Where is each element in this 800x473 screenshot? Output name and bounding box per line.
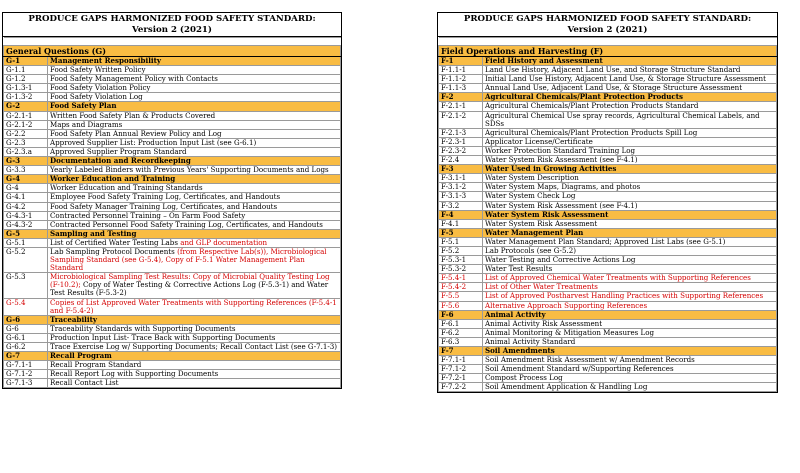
table-row (4, 147, 341, 156)
table-row (4, 370, 341, 379)
row-description: Water System Risk Assessment (see F-4.1) (483, 201, 777, 210)
subsection-row (4, 229, 341, 238)
row-code: G-4.1 (4, 193, 48, 202)
row-code: F-2.1-1 (439, 102, 483, 111)
table-row (439, 365, 777, 374)
row-description: Soil Amendment Application & Handling Log (483, 383, 777, 392)
row-description: Water System Maps, Diagrams, and photos (483, 183, 777, 192)
row-code: F-5.3-1 (439, 256, 483, 265)
table-row (4, 211, 341, 220)
table-row (439, 201, 777, 210)
row-description: Water System Risk Assessment (483, 210, 777, 219)
table-row (439, 319, 777, 328)
panel-title: PRODUCE GAPS HARMONIZED FOOD SAFETY STANDARD: (463, 14, 752, 24)
table-row (4, 333, 341, 342)
table-row (4, 220, 341, 229)
row-description: Water System Description (483, 174, 777, 183)
row-description: Animal Monitoring & Mitigation Measures Log (483, 328, 777, 337)
table-row (439, 183, 777, 192)
description-added-text: Microbiological Sampling Test Results: Copy of Microbial Quality Testing Log (F-10.2); (50, 272, 330, 290)
row-code: G-6 (4, 324, 48, 333)
row-description: Agricultural Chemicals/Plant Protection Products Spill Log (483, 128, 777, 137)
row-description: Water Test Results (483, 265, 777, 274)
row-code: F-2 (439, 93, 483, 102)
row-description: Agricultural Chemical Use spray records, Agricultural Chemical Labels, and SDSs (483, 111, 777, 128)
row-code: G-1 (4, 57, 48, 66)
row-description: Worker Protection Standard Training Log (483, 146, 777, 155)
row-code: G-6 (4, 315, 48, 324)
row-description: Applicator License/Certificate (483, 137, 777, 146)
row-description: Worker Education and Training (48, 175, 341, 184)
row-code: G-4 (4, 184, 48, 193)
table-row (4, 379, 341, 388)
row-code: F-6.1 (439, 319, 483, 328)
row-code: G-5.3 (4, 273, 48, 298)
subsection-row (439, 310, 777, 319)
field-operations-panel (437, 12, 778, 393)
row-code: F-3.1-1 (439, 174, 483, 183)
row-description: Traceability Standards with Supporting Documents (48, 324, 341, 333)
subsection-row (4, 315, 341, 324)
row-description: Food Safety Management Policy with Contacts (48, 75, 341, 84)
table-row (439, 84, 777, 93)
row-description: Copies of List Approved Water Treatments with Supporting References (F-5.4-1 and F-5.4-2) (48, 298, 341, 315)
subsection-row (4, 157, 341, 166)
table-row (4, 84, 341, 93)
row-description: Water System Check Log (483, 192, 777, 201)
row-code: F-4.1 (439, 219, 483, 228)
table-row (439, 301, 777, 310)
row-code: F-7.1-2 (439, 365, 483, 374)
row-description: Animal Activity Standard (483, 337, 777, 346)
panel-version: Version 2 (2021) (132, 25, 212, 35)
row-description: Trace Exercise Log w/ Supporting Documents; Recall Contact List (see G-7.1-3) (48, 343, 341, 352)
row-description: Agricultural Chemicals/Plant Protection Products Standard (483, 102, 777, 111)
row-description: Water Used in Growing Activities (483, 165, 777, 174)
description-text: Copy of Water Testing & Corrective Actions Log (F-5.3-1) and Water Test Results (F-5.3-2) (50, 280, 329, 298)
row-code: F-5.4-2 (439, 283, 483, 292)
row-code: G-6.2 (4, 343, 48, 352)
row-code: F-5 (439, 228, 483, 237)
panel-version: Version 2 (2021) (567, 25, 648, 35)
subsection-row (439, 57, 777, 66)
row-description: Production Input List- Trace Back with Supporting Documents (48, 333, 341, 342)
row-description: Contracted Personnel Training – On Farm Food Safety (48, 211, 341, 220)
table-row (439, 75, 777, 84)
row-description: Recall Program Standard (48, 361, 341, 370)
table-row (439, 146, 777, 155)
general-questions-panel (2, 12, 342, 389)
table-row (4, 138, 341, 147)
row-code: G-4 (4, 175, 48, 184)
table-row (439, 383, 777, 392)
table-row (4, 193, 341, 202)
row-code: G-1.3-1 (4, 84, 48, 93)
row-description: Traceability (48, 315, 341, 324)
table-row (439, 274, 777, 283)
table-row (4, 184, 341, 193)
row-description: Animal Activity Risk Assessment (483, 319, 777, 328)
row-code: G-5.4 (4, 298, 48, 315)
table-row (439, 128, 777, 137)
row-description: Food Safety Written Policy (48, 66, 341, 75)
row-code: G-1.3-2 (4, 93, 48, 102)
row-description: Recall Report Log with Supporting Documents (48, 370, 341, 379)
table-row (4, 343, 341, 352)
table-row (439, 137, 777, 146)
row-description: Annual Land Use, Adjacent Land Use, & Storage Structure Assessment (483, 84, 777, 93)
row-code: G-2.2 (4, 129, 48, 138)
row-code: G-1.1 (4, 66, 48, 75)
row-code: F-1.1-2 (439, 75, 483, 84)
row-code: F-5.1 (439, 237, 483, 246)
row-code: G-1.2 (4, 75, 48, 84)
row-description: List of Approved Chemical Water Treatments with Supporting References (483, 274, 777, 283)
row-code: F-1 (439, 57, 483, 66)
row-code: F-7.2-1 (439, 374, 483, 383)
row-description: Water Management Plan (483, 228, 777, 237)
table-row (439, 256, 777, 265)
table-row (439, 156, 777, 165)
row-description (48, 273, 341, 298)
table-row (439, 246, 777, 255)
table-row (439, 337, 777, 346)
row-description: Food Safety Plan (48, 102, 341, 111)
row-description: Approved Supplier List: Production Input List (see G-6.1) (48, 138, 341, 147)
table-row (439, 292, 777, 301)
table-row (4, 166, 341, 175)
row-description: List of Other Water Treatments (483, 283, 777, 292)
row-code: G-5.1 (4, 238, 48, 247)
table-row (4, 66, 341, 75)
row-code: G-7 (4, 352, 48, 361)
table-row (4, 111, 341, 120)
row-description: Approved Supplier Program Standard (48, 147, 341, 156)
row-description: Soil Amendment Risk Assessment w/ Amendment Records (483, 356, 777, 365)
row-code: F-5.5 (439, 292, 483, 301)
row-description: Lab Protocols (see G-5.2) (483, 246, 777, 255)
table-row (439, 192, 777, 201)
row-description: Written Food Safety Plan & Products Covered (48, 111, 341, 120)
row-code: F-2.1-2 (439, 111, 483, 128)
row-description: Worker Education and Training Standards (48, 184, 341, 193)
row-description: Initial Land Use History, Adjacent Land Use, & Storage Structure Assessment (483, 75, 777, 84)
section-header (439, 46, 777, 57)
section-header (4, 46, 341, 57)
table-row (439, 356, 777, 365)
row-description: Food Safety Manager Training Log, Certificates, and Handouts (48, 202, 341, 211)
row-description: Soil Amendments (483, 347, 777, 356)
row-code: F-7 (439, 347, 483, 356)
row-code: F-2.3-1 (439, 137, 483, 146)
row-code: G-7.1-2 (4, 370, 48, 379)
row-code: F-3.1-3 (439, 192, 483, 201)
row-code: F-5.3-2 (439, 265, 483, 274)
table-row (439, 283, 777, 292)
table-row (439, 66, 777, 75)
row-description: Alternative Approach Supporting References (483, 301, 777, 310)
row-code: G-4.3-1 (4, 211, 48, 220)
table-row (4, 298, 341, 315)
row-code: F-7.2-2 (439, 383, 483, 392)
row-description: Food Safety Violation Log (48, 93, 341, 102)
row-description: Land Use History, Adjacent Land Use, and Storage Structure Standard (483, 66, 777, 75)
row-code: G-3.3 (4, 166, 48, 175)
row-description: Agricultural Chemicals/Plant Protection Products (483, 93, 777, 102)
row-code: G-7.1-3 (4, 379, 48, 388)
row-description: Recall Contact List (48, 379, 341, 388)
description-text: List of Certified Water Testing Labs (50, 238, 181, 247)
row-description: Water System Risk Assessment (see F-4.1) (483, 156, 777, 165)
section-title: Field Operations and Harvesting (F) (439, 46, 777, 57)
general-questions-table (3, 37, 341, 388)
row-description (48, 247, 341, 272)
subsection-row (4, 57, 341, 66)
row-code: F-1.1-3 (439, 84, 483, 93)
subsection-row (439, 93, 777, 102)
row-code: F-6.2 (439, 328, 483, 337)
row-code: F-5.4-1 (439, 274, 483, 283)
table-row (439, 265, 777, 274)
row-description: Field History and Assessment (483, 57, 777, 66)
row-code: F-6.3 (439, 337, 483, 346)
table-row (4, 361, 341, 370)
row-description: Water Management Plan Standard; Approved List Labs (see G-5.1) (483, 237, 777, 246)
row-code: F-3 (439, 165, 483, 174)
table-row (4, 93, 341, 102)
row-description: Compost Process Log (483, 374, 777, 383)
description-added-text: (from Respective Lab(s)), Microbiological Sampling Standard (see G-5.4), Copy of F-5.1 Water Management Plan Standard (50, 247, 327, 273)
description-added-text: and GLP documentation (180, 238, 268, 247)
row-code: G-2 (4, 102, 48, 111)
table-row (439, 219, 777, 228)
field-operations-table (438, 37, 777, 392)
row-description: Food Safety Violation Policy (48, 84, 341, 93)
row-code: F-2.3-2 (439, 146, 483, 155)
row-code: F-2.4 (439, 156, 483, 165)
row-description: Recall Program (48, 352, 341, 361)
row-description: Soil Amendment Standard w/Supporting References (483, 365, 777, 374)
row-description: Maps and Diagrams (48, 120, 341, 129)
row-description: Water System Risk Assessment (483, 219, 777, 228)
row-description: Food Safety Plan Annual Review Policy and Log (48, 129, 341, 138)
row-code: F-4 (439, 210, 483, 219)
row-code: G-2.1-2 (4, 120, 48, 129)
table-row (439, 174, 777, 183)
row-code: F-3.1-2 (439, 183, 483, 192)
subsection-row (4, 175, 341, 184)
description-text: Lab Sampling Protocol Documents (50, 247, 178, 256)
row-code: F-6 (439, 310, 483, 319)
table-row (4, 324, 341, 333)
row-description: Documentation and Recordkeeping (48, 157, 341, 166)
table-row (4, 129, 341, 138)
subsection-row (439, 228, 777, 237)
row-description: List of Approved Postharvest Handling Practices with Supporting References (483, 292, 777, 301)
subsection-row (439, 210, 777, 219)
row-description: Management Responsibility (48, 57, 341, 66)
table-row (4, 247, 341, 272)
row-description: Sampling and Testing (48, 229, 341, 238)
panel-title: PRODUCE GAPS HARMONIZED FOOD SAFETY STANDARD: (28, 14, 316, 24)
row-description: Employee Food Safety Training Log, Certificates, and Handouts (48, 193, 341, 202)
subsection-row (4, 102, 341, 111)
row-code: F-2.1-3 (439, 128, 483, 137)
subsection-row (439, 165, 777, 174)
table-row (4, 202, 341, 211)
table-row (4, 75, 341, 84)
row-description: Yearly Labeled Binders with Previous Years' Supporting Documents and Logs (48, 166, 341, 175)
table-row (4, 120, 341, 129)
row-description: Contracted Personnel Food Safety Training Log, Certificates, and Handouts (48, 220, 341, 229)
table-row (439, 328, 777, 337)
row-code: F-1.1-1 (439, 66, 483, 75)
section-title: General Questions (G) (4, 46, 341, 57)
row-code: G-2.3 (4, 138, 48, 147)
row-code: F-5.2 (439, 246, 483, 255)
table-row (439, 237, 777, 246)
row-code: G-2.3.a (4, 147, 48, 156)
row-description: Water Testing and Corrective Actions Log (483, 256, 777, 265)
table-row (4, 238, 341, 247)
subsection-row (4, 352, 341, 361)
row-code: F-3.2 (439, 201, 483, 210)
row-code: G-4.3-2 (4, 220, 48, 229)
row-code: G-6.1 (4, 333, 48, 342)
row-code: G-4.2 (4, 202, 48, 211)
row-code: F-7.1-1 (439, 356, 483, 365)
row-code: G-5 (4, 229, 48, 238)
table-row (4, 273, 341, 298)
row-code: G-5.2 (4, 247, 48, 272)
table-row (439, 111, 777, 128)
table-row (439, 374, 777, 383)
subsection-row (439, 347, 777, 356)
row-code: G-2.1-1 (4, 111, 48, 120)
row-description: Animal Activity (483, 310, 777, 319)
row-code: F-5.6 (439, 301, 483, 310)
row-code: G-3 (4, 157, 48, 166)
row-code: G-7.1-1 (4, 361, 48, 370)
row-description (48, 238, 341, 247)
table-row (439, 102, 777, 111)
